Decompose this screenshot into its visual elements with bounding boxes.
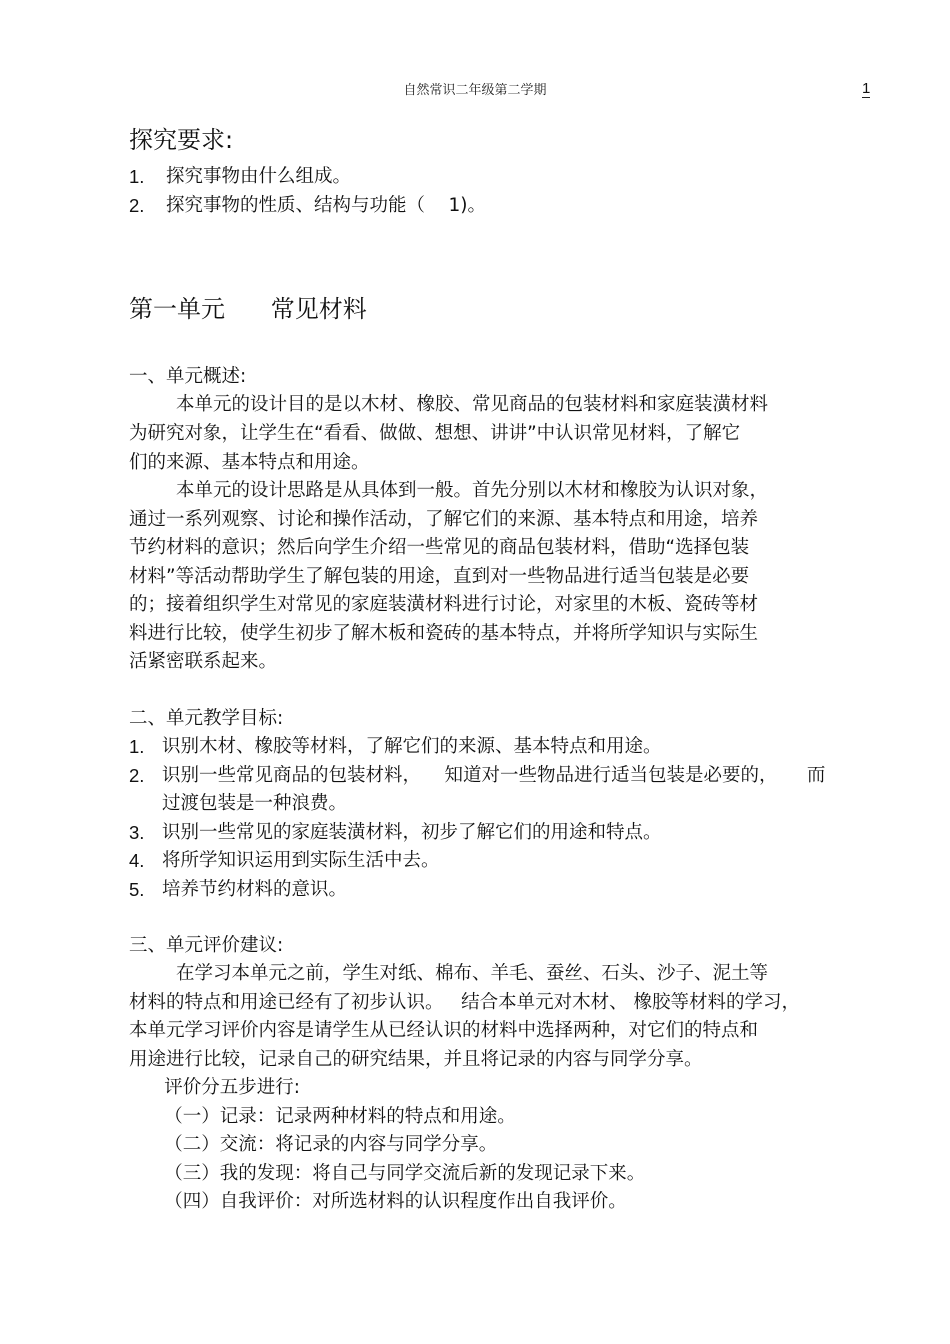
- goal-text: 识别木材、橡胶等材料，了解它们的来源、基本特点和用途。: [162, 736, 662, 757]
- goal-number: 1.: [129, 736, 145, 757]
- evaluation-heading: 三、单元评价建议:: [129, 935, 284, 956]
- overview-line: 们的来源、基本特点和用途。: [129, 452, 370, 473]
- goal-number: 4.: [129, 850, 145, 871]
- explore-item-text: 探究事物由什么组成。: [166, 166, 352, 187]
- goal-number: 2.: [129, 765, 145, 786]
- evaluation-line: 在学习本单元之前，学生对纸、棉布、羊毛、蚕丝、石头、沙子、泥土等: [129, 963, 769, 984]
- evaluation-steps-intro: 评价分五步进行:: [129, 1077, 301, 1098]
- goal-text-continued: 过渡包装是一种浪费。: [162, 793, 348, 814]
- evaluation-line: 本单元学习评价内容是请学生从已经认识的材料中选择两种，对它们的特点和: [129, 1020, 759, 1041]
- goal-number: 5.: [129, 879, 145, 900]
- goal-number: 3.: [129, 822, 145, 843]
- overview-line: 的；接着组织学生对常见的家庭装潢材料进行讨论，对家里的木板、瓷砖等材: [129, 594, 759, 615]
- goal-text: 识别一些常见的家庭装潢材料，初步了解它们的用途和特点。: [162, 822, 662, 843]
- running-header: 自然常识二年级第二学期: [403, 83, 547, 98]
- evaluation-step: （三）我的发现：将自己与同学交流后新的发现记录下来。: [129, 1163, 646, 1184]
- goal-text: 将所学知识运用到实际生活中去。: [162, 850, 440, 871]
- goal-text: 培养节约材料的意识。: [162, 879, 348, 900]
- overview-line: 为研究对象，让学生在“看看、做做、想想、讲讲”中认识常见材料，了解它: [129, 423, 741, 444]
- overview-line: 材料”等活动帮助学生了解包装的用途，直到对一些物品进行适当包装是必要: [129, 566, 750, 587]
- explore-heading: 探究要求:: [129, 126, 234, 154]
- explore-item-number: 2.: [129, 195, 145, 216]
- explore-item-number: 1.: [129, 166, 145, 187]
- evaluation-step: （二）交流：将记录的内容与同学分享。: [129, 1134, 498, 1155]
- overview-line: 通过一系列观察、讨论和操作活动，了解它们的来源、基本特点和用途，培养: [129, 509, 759, 530]
- evaluation-line: 用途进行比较，记录自己的研究结果，并且将记录的内容与同学分享。: [129, 1049, 703, 1070]
- evaluation-step: （四）自我评价：对所选材料的认识程度作出自我评价。: [129, 1191, 627, 1212]
- overview-line: 本单元的设计目的是以木材、橡胶、常见商品的包装材料和家庭装潢材料: [129, 394, 769, 415]
- unit-heading: 第一单元 常见材料: [129, 295, 367, 323]
- page-number: 1: [862, 80, 871, 97]
- overview-line: 节约材料的意识；然后向学生介绍一些常见的商品包装材料，借助“选择包装: [129, 537, 750, 558]
- goal-text: 识别一些常见商品的包装材料， 知道对一些物品进行适当包装是必要的， 而: [162, 765, 826, 786]
- explore-item-text: 探究事物的性质、结构与功能（ 1)。: [166, 195, 487, 216]
- goals-heading: 二、单元教学目标:: [129, 708, 284, 729]
- evaluation-line: 材料的特点和用途已经有了初步认识。 结合本单元对木材、 橡胶等材料的学习，: [129, 992, 801, 1013]
- overview-line: 料进行比较，使学生初步了解木板和瓷砖的基本特点，并将所学知识与实际生: [129, 623, 759, 644]
- evaluation-step: （一）记录：记录两种材料的特点和用途。: [129, 1106, 516, 1127]
- overview-line: 活紧密联系起来。: [129, 651, 278, 672]
- overview-line: 本单元的设计思路是从具体到一般。首先分别以木材和橡胶为认识对象，: [129, 480, 769, 501]
- overview-heading: 一、单元概述:: [129, 366, 247, 387]
